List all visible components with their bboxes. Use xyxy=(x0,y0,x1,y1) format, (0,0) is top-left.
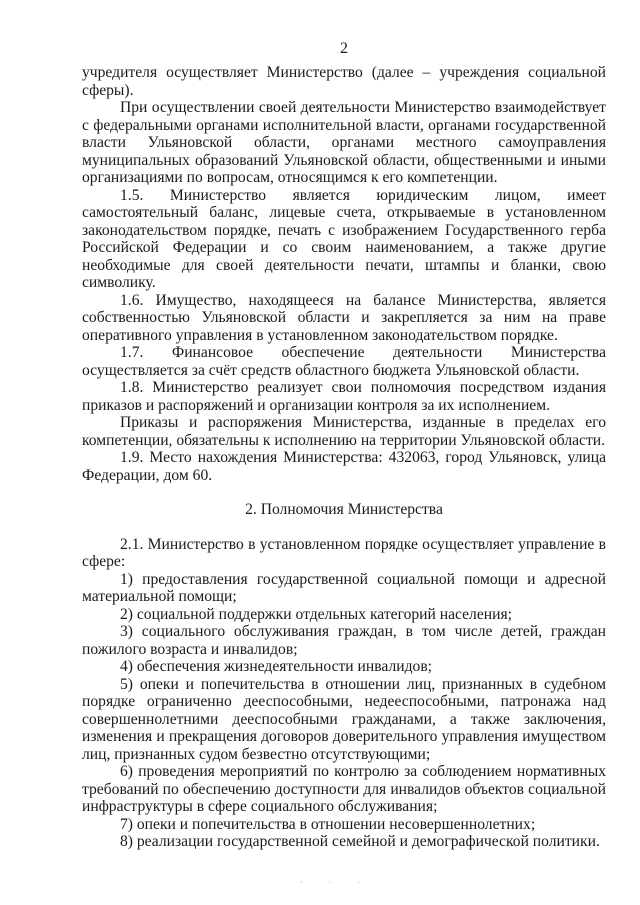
list-item: 3) социального обслуживания граждан, в том числе детей, граждан пожилого возраста и инвалидов; xyxy=(82,623,606,658)
section-heading: 2. Полномочия Министерства xyxy=(245,501,443,518)
scan-artifact: · · · xyxy=(300,878,372,887)
paragraph-1-8: 1.8. Министерство реализует свои полномочия посредством издания приказов и распоряжений и организации контроля за их исполнением. xyxy=(82,379,606,414)
paragraph-continuation: учредителя осуществляет Министерство (далее – учреждения социальной сферы). xyxy=(82,64,606,99)
paragraph-1-5: 1.5. Министерство является юридическим лицом, имеет самостоятельный баланс, лицевые счета, открываемые в установленном законодательством порядке, печать с изображением Государственного герба Российской Федерации и со своим наименованием, а также другие необходимые для своей деятельности печати, штампы и бланки, свою символику. xyxy=(82,186,606,291)
list-item: 2) социальной поддержки отдельных категорий населения; xyxy=(120,605,512,623)
list-item: 8) реализации государственной семейной и демографической политики. xyxy=(120,833,600,850)
paragraph-interaction: При осуществлении своей деятельности Министерство взаимодействует с федеральными органами исполнительной власти, органами государственной власти Ульяновской области, органами местного самоуправления муниципальных образований Ульяновской области, общественными и иными организациями по вопросам, относящимся к его компетенции. xyxy=(82,99,606,186)
paragraph-orders: Приказы и распоряжения Министерства, изданные в пределах его компетенции, обязательны к исполнению на территории Ульяновской области. xyxy=(82,414,606,449)
paragraph-1-7: 1.7. Финансовое обеспечение деятельности Министерства осуществляется за счёт средств областного бюджета Ульяновской области. xyxy=(82,344,606,379)
spacer xyxy=(82,519,606,536)
list-item: 4) обеспечения жизнедеятельности инвалидов; xyxy=(120,658,433,675)
paragraph-1-9: 1.9. Место нахождения Министерства: 432063, город Ульяновск, улица Федерации, дом 60. xyxy=(82,449,606,484)
list-item: 6) проведения мероприятий по контролю за соблюдением нормативных требований по обеспечению доступности для инвалидов объектов социальной инфраструктуры в сфере социального обслуживания; xyxy=(82,763,606,815)
list-item: 1) предоставления государственной социальной помощи и адресной материальной помощи; xyxy=(82,570,606,605)
list-item: 5) опеки и попечительства в отношении лиц, признанных в судебном порядке ограниченно дееспособными, недееспособными, патронажа над совершеннолетними дееспособными гражданами, а также заключения, изменения и прекращения договоров доверительного управления имуществом лиц, признанных судом безвестно отсутствующими; xyxy=(82,675,606,763)
paragraph-1-6: 1.6. Имущество, находящееся на балансе Министерства, является собственностью Ульяновской области и закрепляется за ним на праве оперативного управления в установленном законодательством порядке. xyxy=(82,291,606,344)
spacer xyxy=(82,484,606,501)
page-number: 2 xyxy=(340,40,348,57)
document-body xyxy=(82,64,606,851)
paragraph-2-1: 2.1. Министерство в установленном порядке осуществляет управление в сфере: xyxy=(82,535,606,570)
list-item: 7) опеки и попечительства в отношении несовершеннолетних; xyxy=(120,815,536,833)
